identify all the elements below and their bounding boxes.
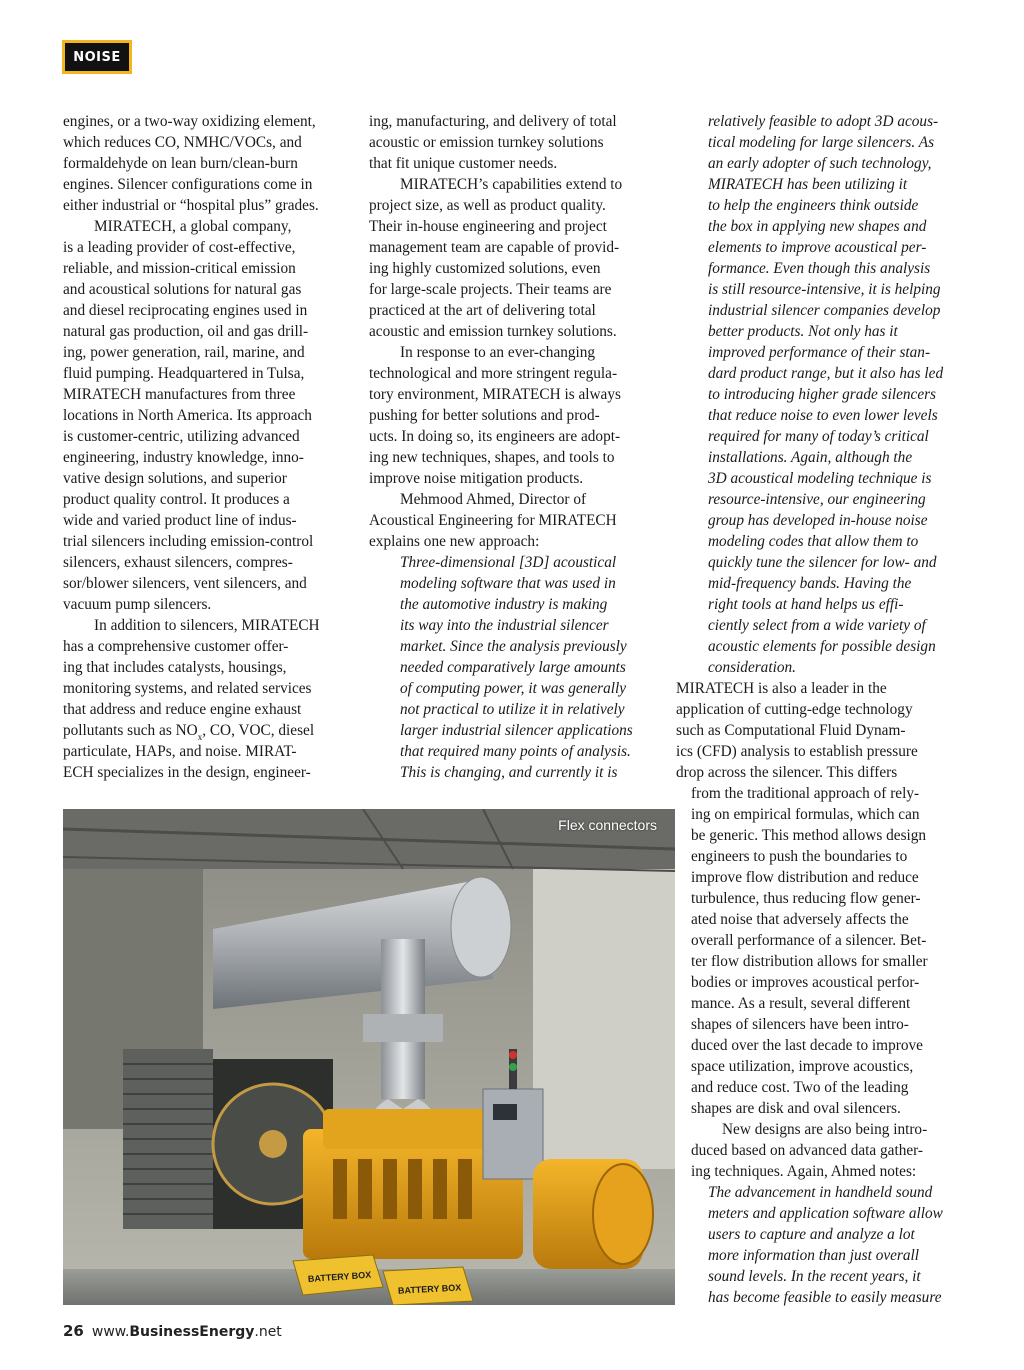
- text-line: which reduces CO, NMHC/VOCs, and: [63, 134, 302, 151]
- text-line: overall performance of a silencer. Bet-: [691, 932, 927, 949]
- text-line: reliable, and mission-critical emission: [63, 260, 296, 277]
- text-line: trial silencers including emission-control: [63, 533, 314, 550]
- quote-line: sound levels. In the recent years, it: [708, 1268, 921, 1285]
- text-line: engines. Silencer configurations come in: [63, 176, 313, 193]
- text-line: fluid pumping. Headquartered in Tulsa,: [63, 365, 305, 382]
- page-footer: [63, 1322, 282, 1340]
- text-line: has a comprehensive customer offer-: [63, 638, 289, 655]
- text-line: and diesel reciprocating engines used in: [63, 302, 308, 319]
- quote-line: the automotive industry is making: [400, 596, 608, 613]
- quote-line: not practical to utilize it in relatively: [400, 701, 625, 718]
- quote-line: ciently select from a wide variety of: [708, 617, 926, 634]
- text-line: wide and varied product line of indus-: [63, 512, 297, 529]
- quote-line: Three-dimensional [3D] acoustical: [400, 554, 617, 571]
- website-suffix: .net: [254, 1324, 282, 1340]
- quote-line: mid-frequency bands. Having the: [708, 575, 912, 592]
- website-name: BusinessEnergy: [129, 1324, 255, 1340]
- text-line: engineering, industry knowledge, inno-: [63, 449, 304, 466]
- quote-line: acoustic elements for possible design: [708, 638, 936, 655]
- text-line: turbulence, thus reducing flow gener-: [691, 890, 921, 907]
- text-line: [63, 720, 353, 741]
- text-line: engineers to push the boundaries to: [691, 848, 908, 865]
- text-line: be generic. This method allows design: [691, 827, 927, 844]
- text-line: improve noise mitigation products.: [369, 470, 584, 487]
- text-line: ing highly customized solutions, even: [369, 260, 601, 277]
- text-fragment: pollutants such as NO: [63, 722, 198, 739]
- quote-line: improved performance of their stan-: [708, 344, 931, 361]
- quote-line: meters and application software allow: [708, 1205, 943, 1222]
- text-line: natural gas production, oil and gas drill-: [63, 323, 309, 340]
- battery-box-label: BATTERY BOX: [397, 1282, 462, 1296]
- text-column-3-lower: [691, 783, 971, 1182]
- quote-line: right tools at hand helps us effi-: [708, 596, 904, 613]
- text-line: that fit unique customer needs.: [369, 155, 558, 172]
- generator-illustration: [63, 809, 675, 1305]
- text-column-3-upper: [676, 678, 966, 783]
- quote-line: more information than just overall: [708, 1247, 920, 1264]
- text-line: In addition to silencers, MIRATECH: [94, 617, 320, 634]
- page-number: 26: [63, 1322, 84, 1340]
- text-line: ucts. In doing so, its engineers are adopt-: [369, 428, 621, 445]
- text-line: ing, manufacturing, and delivery of total: [369, 113, 617, 130]
- text-line: ing techniques. Again, Ahmed notes:: [691, 1163, 917, 1180]
- text-line: and reduce cost. Two of the leading: [691, 1079, 909, 1096]
- text-line: Their in-house engineering and project: [369, 218, 607, 235]
- quote-line: is still resource-intensive, it is helping: [708, 281, 941, 298]
- text-line: ics (CFD) analysis to establish pressure: [676, 743, 918, 760]
- text-line: formaldehyde on lean burn/clean-burn: [63, 155, 298, 172]
- text-line: ing new techniques, shapes, and tools to: [369, 449, 615, 466]
- text-line: ECH specializes in the design, engineer-: [63, 764, 311, 781]
- text-line: New designs are also being intro-: [722, 1121, 928, 1138]
- text-line: ated noise that adversely affects the: [691, 911, 909, 928]
- text-line: pushing for better solutions and prod-: [369, 407, 600, 424]
- text-line: ing that includes catalysts, housings,: [63, 659, 287, 676]
- quote-line: users to capture and analyze a lot: [708, 1226, 915, 1243]
- text-line: project size, as well as product quality.: [369, 197, 606, 214]
- text-line: explains one new approach:: [369, 533, 540, 550]
- quote-line: group has developed in-house noise: [708, 512, 928, 529]
- text-line: drop across the silencer. This differs: [676, 764, 898, 781]
- quote-line: consideration.: [708, 659, 796, 676]
- text-line: space utilization, improve acoustics,: [691, 1058, 914, 1075]
- text-line: is a leading provider of cost-effective,: [63, 239, 296, 256]
- text-line: vacuum pump silencers.: [63, 596, 212, 613]
- quote-line: resource-intensive, our engineering: [708, 491, 926, 508]
- quote-line: 3D acoustical modeling technique is: [708, 470, 932, 487]
- quote-block-2: [708, 1182, 968, 1308]
- text-line: ing on empirical formulas, which can: [691, 806, 920, 823]
- text-line: MIRATECH manufactures from three: [63, 386, 296, 403]
- text-line: application of cutting-edge technology: [676, 701, 913, 718]
- website-prefix: www.: [91, 1324, 130, 1340]
- text-line: product quality control. It produces a: [63, 491, 290, 508]
- text-line: improve flow distribution and reduce: [691, 869, 919, 886]
- text-line: acoustic and emission turnkey solutions.: [369, 323, 617, 340]
- text-line: ing, power generation, rail, marine, and: [63, 344, 305, 361]
- quote-block-1: [708, 111, 968, 678]
- quote-line: has become feasible to easily measure: [708, 1289, 942, 1306]
- photo-caption: Flex connectors: [558, 817, 657, 833]
- text-line: vative design solutions, and superior: [63, 470, 287, 487]
- text-line: from the traditional approach of rely-: [691, 785, 920, 802]
- text-line: duced over the last decade to improve: [691, 1037, 923, 1054]
- text-line: engines, or a two-way oxidizing element,: [63, 113, 316, 130]
- quote-line: MIRATECH has been utilizing it: [708, 176, 908, 193]
- text-line: either industrial or “hospital plus” grades.: [63, 197, 319, 214]
- quote-line: modeling codes that allow them to: [708, 533, 919, 550]
- text-line: mance. As a result, several different: [691, 995, 911, 1012]
- section-tag: NOISE: [62, 40, 132, 74]
- quote-line: industrial silencer companies develop: [708, 302, 941, 319]
- text-line: sor/blower silencers, vent silencers, and: [63, 575, 307, 592]
- generator-photo: [63, 809, 675, 1305]
- quote-line: dard product range, but it also has led: [708, 365, 944, 382]
- text-line: bodies or improves acoustical perfor-: [691, 974, 920, 991]
- text-line: locations in North America. Its approach: [63, 407, 312, 424]
- text-line: ter flow distribution allows for smaller: [691, 953, 928, 970]
- text-line: Acoustical Engineering for MIRATECH: [369, 512, 617, 529]
- website-link[interactable]: [92, 1324, 282, 1340]
- quote-line: that required many points of analysis.: [400, 743, 631, 760]
- quote-line: elements to improve acoustical per-: [708, 239, 927, 256]
- quote-line: its way into the industrial silencer: [400, 617, 609, 634]
- text-line: In response to an ever-changing: [400, 344, 596, 361]
- quote-line: tical modeling for large silencers. As: [708, 134, 935, 151]
- text-line: silencers, exhaust silencers, compres-: [63, 554, 293, 571]
- quote-line: needed comparatively large amounts: [400, 659, 626, 676]
- text-line: shapes are disk and oval silencers.: [691, 1100, 901, 1117]
- text-line: practiced at the art of delivering total: [369, 302, 596, 319]
- text-line: MIRATECH, a global company,: [94, 218, 292, 235]
- quote-line: an early adopter of such technology,: [708, 155, 932, 172]
- text-line: is customer-centric, utilizing advanced: [63, 428, 300, 445]
- quote-line: that reduce noise to even lower levels: [708, 407, 938, 424]
- text-line: technological and more stringent regula-: [369, 365, 618, 382]
- quote-line: market. Since the analysis previously: [400, 638, 627, 655]
- text-line: tory environment, MIRATECH is always: [369, 386, 621, 403]
- quote-line: larger industrial silencer applications: [400, 722, 633, 739]
- quote-line: of computing power, it was generally: [400, 680, 627, 697]
- text-fragment: , CO, VOC, diesel: [202, 722, 315, 739]
- quote-line: the box in applying new shapes and: [708, 218, 927, 235]
- text-line: for large-scale projects. Their teams are: [369, 281, 612, 298]
- quote-line: to help the engineers think outside: [708, 197, 919, 214]
- text-line: MIRATECH’s capabilities extend to: [400, 176, 623, 193]
- text-line: such as Computational Fluid Dynam-: [676, 722, 906, 739]
- text-column-1: [63, 111, 353, 783]
- text-line: particulate, HAPs, and noise. MIRAT-: [63, 743, 297, 760]
- battery-box-label: BATTERY BOX: [307, 1269, 372, 1285]
- text-line: that address and reduce engine exhaust: [63, 701, 302, 718]
- text-line: MIRATECH is also a leader in the: [676, 680, 887, 697]
- quote-line: This is changing, and currently it is: [400, 764, 618, 781]
- text-line: and acoustical solutions for natural gas: [63, 281, 302, 298]
- text-line: duced based on advanced data gather-: [691, 1142, 924, 1159]
- text-line: shapes of silencers have been intro-: [691, 1016, 909, 1033]
- quote-line: modeling software that was used in: [400, 575, 616, 592]
- subscript: x: [197, 732, 203, 742]
- quote-line: better products. Not only has it: [708, 323, 898, 340]
- text-column-2: [369, 111, 659, 783]
- quote-line: formance. Even though this analysis: [708, 260, 931, 277]
- text-line: management team are capable of provid-: [369, 239, 620, 256]
- quote-line: required for many of today’s critical: [708, 428, 929, 445]
- quote-line: installations. Again, although the: [708, 449, 913, 466]
- text-line: monitoring systems, and related services: [63, 680, 312, 697]
- text-line: acoustic or emission turnkey solutions: [369, 134, 604, 151]
- quote-line: The advancement in handheld sound: [708, 1184, 933, 1201]
- quote-line: quickly tune the silencer for low- and: [708, 554, 937, 571]
- text-line: Mehmood Ahmed, Director of: [400, 491, 587, 508]
- quote-line: relatively feasible to adopt 3D acous-: [708, 113, 939, 130]
- quote-line: to introducing higher grade silencers: [708, 386, 937, 403]
